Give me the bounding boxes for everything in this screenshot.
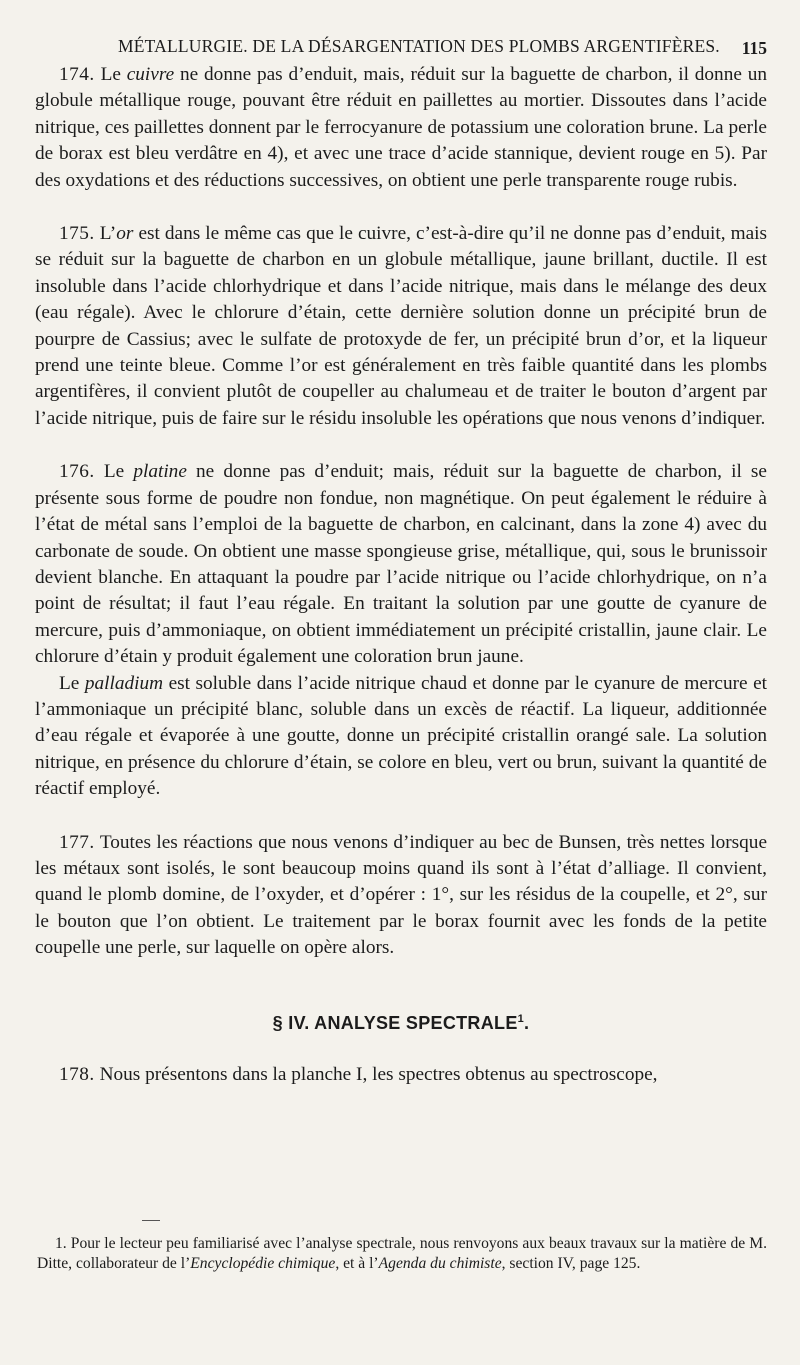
section-symbol: § <box>272 1012 283 1033</box>
section-heading <box>35 1006 767 1032</box>
paragraph-177 <box>35 830 767 962</box>
metal-name: cuivre <box>126 64 175 85</box>
text-run: ne donne pas d’enduit, mais, réduit sur la baguette de charbon, il donne un globule métallique rouge, pouvant être réduit en paillettes au mortier. Dissoutes dans l’acide nitrique, ces paillettes donnent par le ferrocyanure de potassium une coloration brune. La perle de borax est bleu verdâtre en 4), et avec une trace d’acide stannique, devient rouge en 5). Par des oxydations et des réductions successives, on obtient une perle transparente rouge rubis. <box>35 64 767 191</box>
cited-work: Agenda du chimiste <box>378 1255 502 1272</box>
paragraph-number: 175. <box>59 223 95 245</box>
footnote <box>37 1234 767 1274</box>
body-text <box>35 62 767 1088</box>
cited-work: Encyclopédie chimique <box>190 1255 336 1272</box>
text-run: Le <box>59 672 85 694</box>
text-run: Le <box>94 461 134 483</box>
footnote-divider <box>142 1220 160 1221</box>
text-run: L’ <box>94 223 117 245</box>
paragraph-176 <box>35 459 767 670</box>
metal-name: or <box>116 223 134 245</box>
paragraph-palladium <box>35 671 767 803</box>
text-run: Toutes les réactions que nous venons d’indiquer au bec de Bunsen, très nettes lorsque les métaux sont isolés, le sont beaucoup moins quand ils sont à l’état d’alliage. Il convient, quand le plomb domine, de l’oxyder, et d’opérer : 1°, sur les résidus de la coupelle, et 2°, sur le bouton que l’on obtient. Le traitement par le borax fournit avec les fonds de la petite coupelle une perle, sur laquelle on opère alors. <box>35 831 767 959</box>
paragraph-number: 177. <box>59 831 95 853</box>
page-number: 115 <box>741 38 767 58</box>
paragraph-178 <box>35 1062 767 1088</box>
text-run: , section IV, page 125. <box>501 1255 641 1272</box>
footnote-marker: 1. <box>55 1235 67 1252</box>
metal-name: platine <box>133 461 187 483</box>
text-run: , et à l’ <box>335 1255 379 1272</box>
text-run: Pour le lecteur peu familiarisé avec l’analyse spectrale, nous renvoyons aux beaux travaux sur la matière de M. Ditte, collaborateur de l’ <box>37 1235 767 1272</box>
text-run: ne donne pas d’enduit; mais, réduit sur la baguette de charbon, il se présente sous forme de poudre non fondue, non magnétique. On peut également le réduire à l’état de métal sans l’emploi de la baguette de charbon, en calcinant, dans la zone 4) avec du carbonate de soude. On obtient une masse spongieuse grise, métallique, qui, sous le brunissoir devient blanche. En attaquant la poudre par l’acide nitrique ou l’acide chlorhydrique, on n’a point de résultat; il faut l’eau régale. En traitant la solution par une goutte de cyanure de mercure, puis d’ammoniaque, on obtient immédiatement un précipité cristallin, jaune clair. Le chlorure d’étain y produit également une coloration brun jaune. <box>35 461 767 668</box>
paragraph-174 <box>35 62 767 194</box>
paragraph-number: 174. <box>59 64 95 85</box>
paragraph-number: 178. <box>59 1063 95 1085</box>
page-header <box>0 30 800 64</box>
paragraph-number: 176. <box>59 461 95 483</box>
text-run: est soluble dans l’acide nitrique chaud et donne par le cyanure de mercure et l’ammoniaque un précipité blanc, soluble dans un excès de réactif. La liqueur, additionnée d’eau régale et évaporée à une goutte, donne un précipité cristallin orangé sale. La solution nitrique, en présence du chlorure d’étain, se colore en bleu, vert ou brun, suivant la quantité de réactif employé. <box>35 672 767 800</box>
footnote-reference[interactable]: 1 <box>517 1012 525 1025</box>
paragraph-175 <box>35 221 767 432</box>
section-title: IV. ANALYSE SPECTRALE <box>288 1012 518 1033</box>
text-run: est dans le même cas que le cuivre, c’est-à-dire qu’il ne donne pas d’enduit, mais se réduit sur la baguette de charbon en un globule métallique, jaune brillant, ductile. Il est insoluble dans l’acide chlorhydrique et dans l’acide nitrique, mais dans le mélange des deux (eau régale). Avec le chlorure d’étain, cette dernière solution donne un précipité brun de pourpre de Cassius; avec le sulfate de protoxyde de fer, un précipité brun d’or, et la liqueur prend une teinte bleue. Comme l’or est généralement en très faible quantité dans les plombs argentifères, il convient plutôt de coupeller au chalumeau et de traiter le bouton d’argent par l’acide nitrique, puis de faire sur le résidu insoluble les opérations que nous venons d’indiquer. <box>35 223 767 429</box>
text-run: Le <box>94 64 127 85</box>
running-title: MÉTALLURGIE. DE LA DÉSARGENTATION DES PLOMBS ARGENTIFÈRES. <box>118 36 720 56</box>
text-run: Nous présentons dans la planche I, les spectres obtenus au spectroscope, <box>94 1063 658 1085</box>
heading-period: . <box>524 1012 530 1033</box>
metal-name: palladium <box>84 672 164 694</box>
